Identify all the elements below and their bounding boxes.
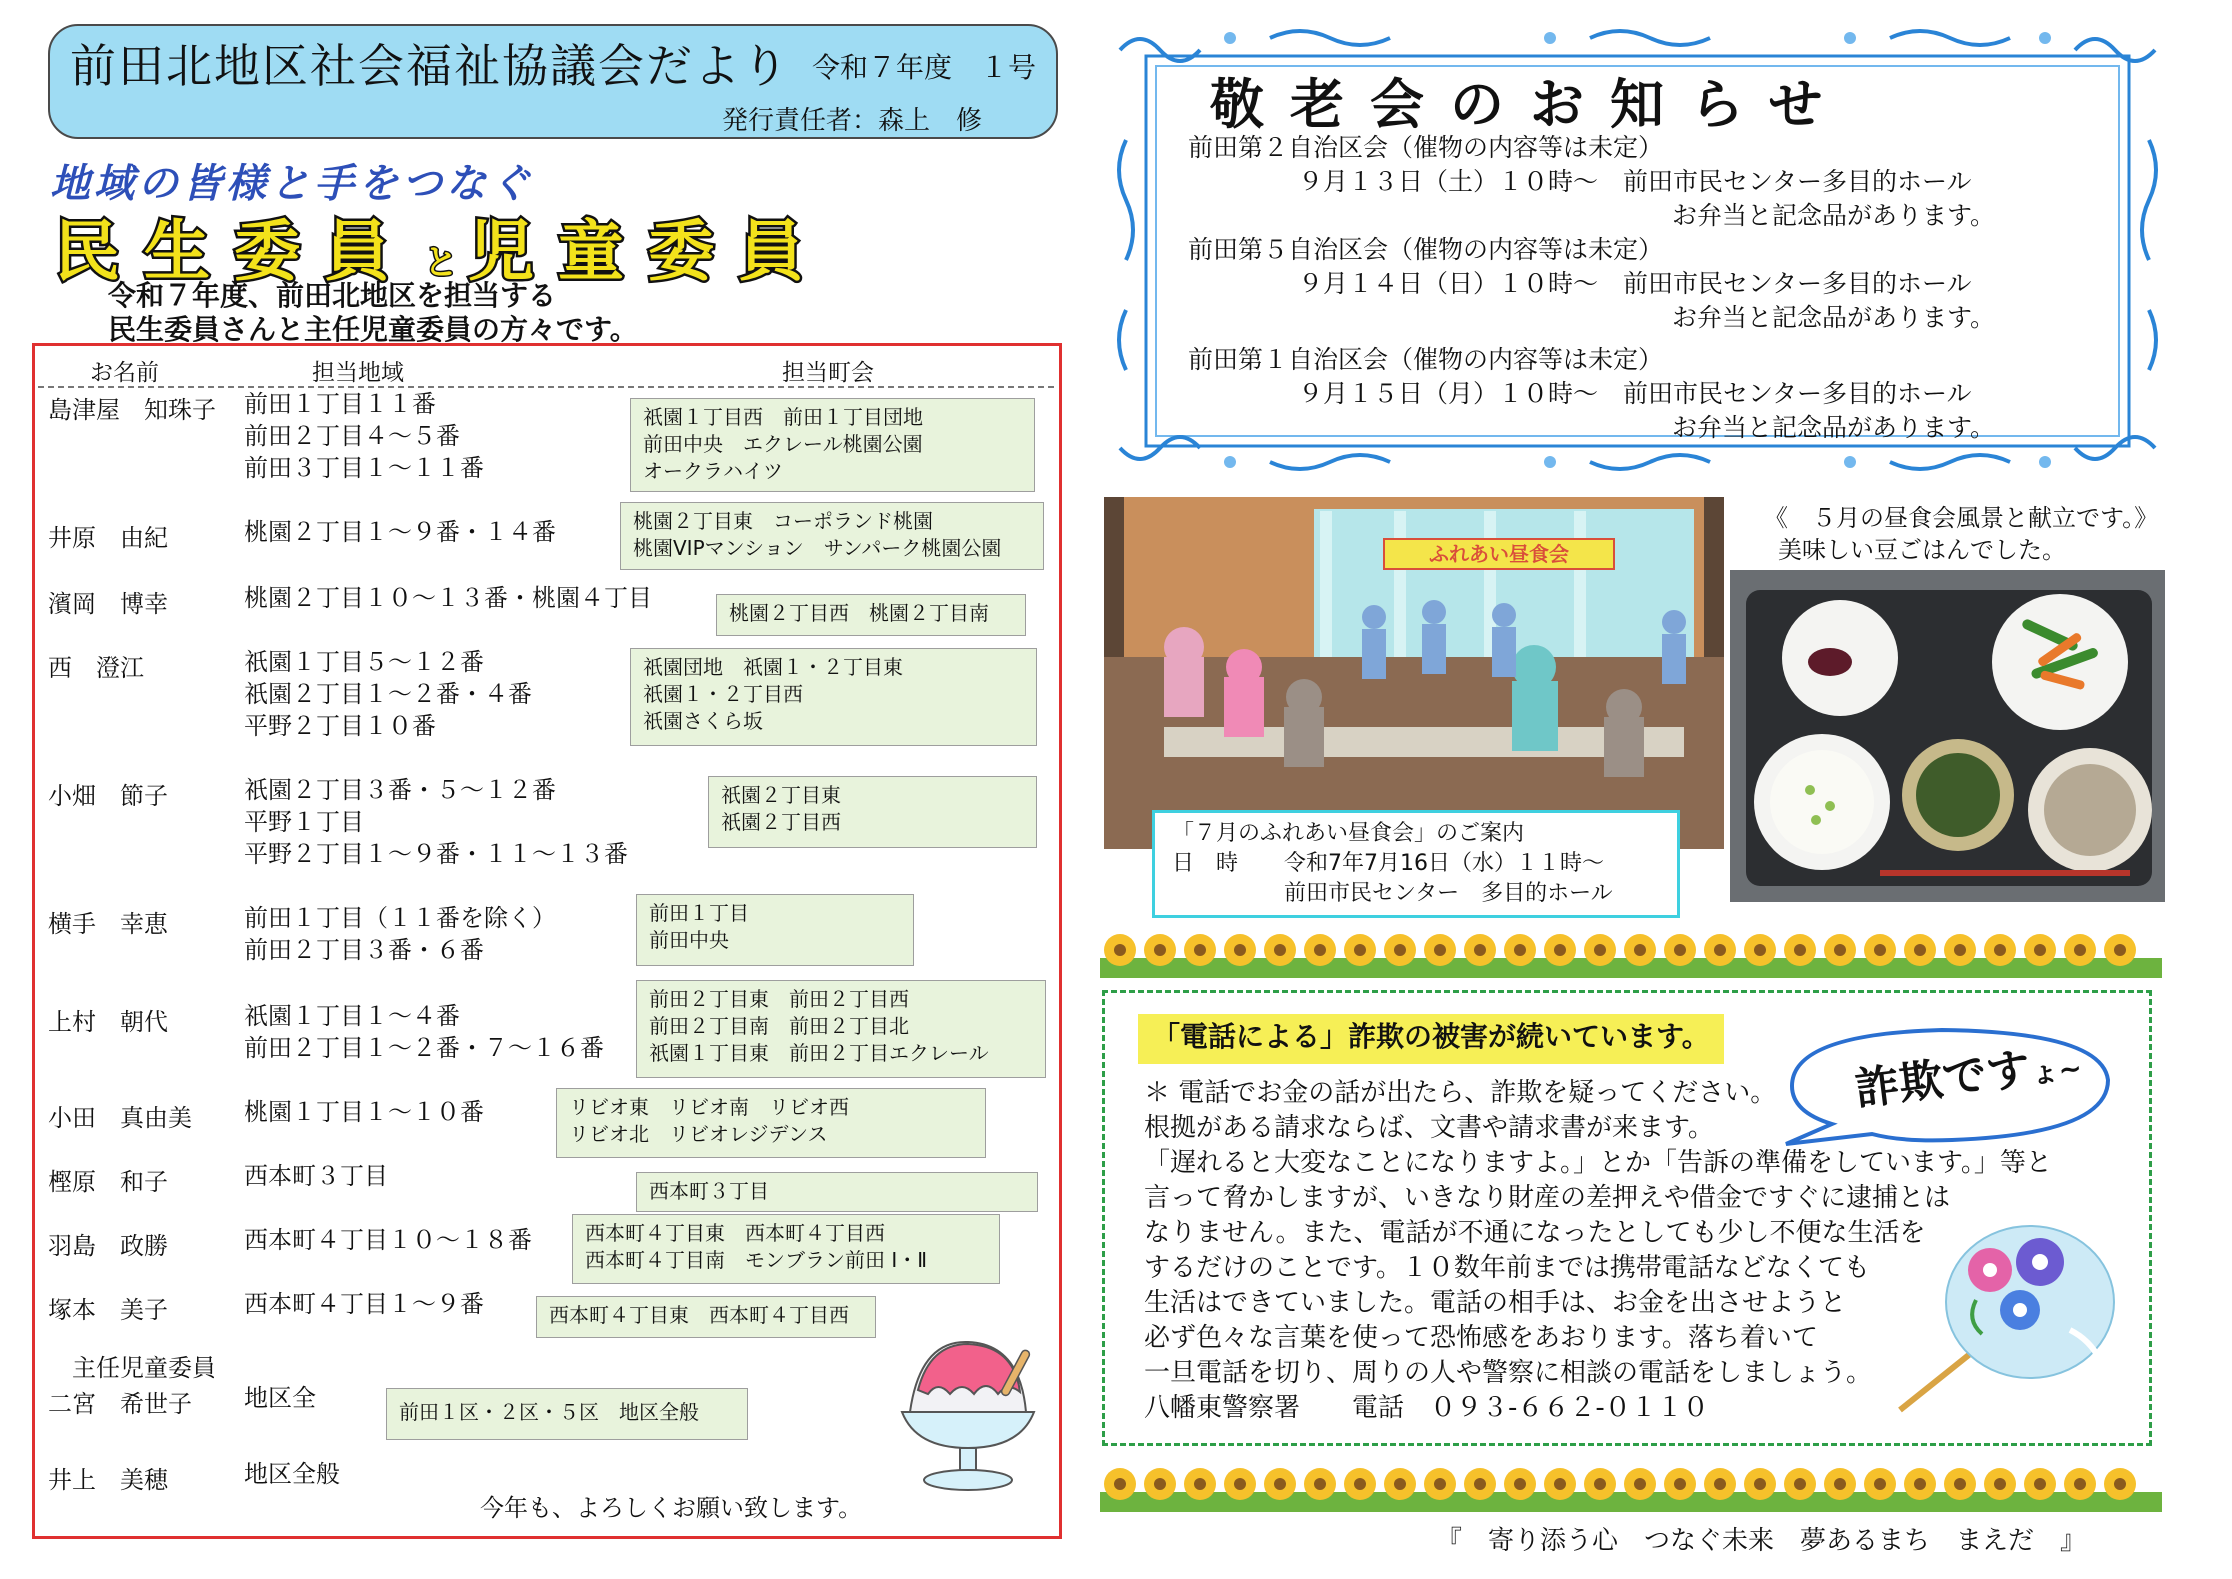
town-line: オークラハイツ bbox=[643, 459, 783, 483]
town-line: 西本町３丁目 bbox=[649, 1179, 769, 1203]
member-name: 島津屋 知珠子 bbox=[48, 396, 216, 424]
area-line: 祇園１丁目５～１２番 bbox=[244, 648, 484, 676]
fraud-line: ＊ 電話でお金の話が出たら、詐欺を疑ってください。 bbox=[1144, 1078, 1777, 1108]
closing-message: 今年も、よろしくお願い致します。 bbox=[480, 1494, 863, 1522]
meal-photo bbox=[1730, 570, 2165, 902]
event-group: 前田第５自治区会（催物の内容等は未定） bbox=[1188, 235, 1664, 264]
event-note: お弁当と記念品があります。 bbox=[1672, 303, 1996, 332]
member-name: 小田 真由美 bbox=[48, 1104, 192, 1132]
publisher: 発行責任者：森上 修 bbox=[722, 106, 983, 136]
town-line: 桃園２丁目西 桃園２丁目南 bbox=[729, 601, 989, 625]
town-line: 祇園団地 祇園１・２丁目東 bbox=[643, 655, 903, 679]
member-area bbox=[244, 774, 628, 870]
town-line: リビオ東 リビオ南 リビオ西 bbox=[569, 1095, 849, 1119]
area-line: 前田２丁目３番・６番 bbox=[244, 936, 484, 964]
member-area bbox=[244, 902, 556, 966]
banner-text: ふれあい昼食会 bbox=[1429, 542, 1569, 566]
member-name: 樫原 和子 bbox=[48, 1168, 168, 1196]
header-divider bbox=[38, 386, 1054, 388]
area-line: 前田１丁目１１番 bbox=[244, 390, 436, 418]
member-name: 上村 朝代 bbox=[48, 1008, 168, 1036]
town-box bbox=[716, 594, 1026, 636]
fraud-line: するだけのことです。１０数年前までは携帯電話などなくても bbox=[1144, 1253, 1870, 1283]
area-line: 祇園１丁目１～４番 bbox=[244, 1002, 460, 1030]
town-line: 祇園２丁目西 bbox=[721, 810, 841, 834]
police-contact: 八幡東警察署 電話 ０９３-６６２-０１１０ bbox=[1144, 1393, 1709, 1423]
member-area bbox=[244, 1160, 388, 1192]
area-line: 前田２丁目１～２番・７～１６番 bbox=[244, 1034, 604, 1062]
column-header-town: 担当町会 bbox=[782, 360, 874, 386]
town-line: 西本町４丁目東 西本町４丁目西 bbox=[585, 1221, 885, 1245]
issue-number: 令和７年度 １号 bbox=[812, 51, 1037, 84]
town-line: 西本町４丁目南 モンブラン前田 Ⅰ・Ⅱ bbox=[585, 1248, 928, 1272]
event-when: ９月１５日（月）１０時～ 前田市民センター多目的ホール bbox=[1298, 379, 1972, 408]
intro-line-2: 民生委員さんと主任児童委員の方々です。 bbox=[108, 313, 638, 346]
area-line: 祇園２丁目３番・５～１２番 bbox=[244, 776, 556, 804]
town-box bbox=[536, 1296, 876, 1338]
member-area bbox=[244, 516, 556, 548]
chief-name: 二宮 希世子 bbox=[48, 1390, 192, 1418]
area-line: 平野２丁目１～９番・１１～１３番 bbox=[244, 840, 628, 868]
member-area bbox=[244, 1224, 532, 1256]
area-line: 西本町３丁目 bbox=[244, 1162, 388, 1190]
fraud-line: 生活はできていました。電話の相手は、お金を出させようと bbox=[1144, 1288, 1847, 1318]
town-box bbox=[386, 1388, 748, 1440]
town-line: 祇園１丁目西 前田１丁目団地 bbox=[643, 405, 923, 429]
area-line: 西本町４丁目１～９番 bbox=[244, 1290, 484, 1318]
member-name: 小畑 節子 bbox=[48, 782, 168, 810]
uchiwa-fan-illustration bbox=[1880, 1210, 2120, 1430]
member-area bbox=[244, 1288, 484, 1320]
event-note: お弁当と記念品があります。 bbox=[1672, 413, 1996, 442]
committee-title bbox=[52, 198, 830, 290]
area-line: 桃園２丁目１～９番・１４番 bbox=[244, 518, 556, 546]
town-box bbox=[630, 648, 1037, 746]
chief-area: 地区全般 bbox=[244, 1460, 340, 1488]
town-box bbox=[636, 894, 914, 966]
event-group: 前田第２自治区会（催物の内容等は未定） bbox=[1188, 133, 1664, 162]
fraud-line: なりません。また、電話が不通になったとしても少し不便な生活を bbox=[1144, 1218, 1926, 1248]
town-line: 桃園２丁目東 コーポランド桃園 bbox=[633, 509, 933, 533]
town-line: 前田２丁目東 前田２丁目西 bbox=[649, 987, 909, 1011]
town-line: 前田中央 bbox=[649, 928, 729, 952]
town-box bbox=[708, 776, 1037, 848]
area-line: 桃園２丁目１０～１３番・桃園４丁目 bbox=[244, 584, 652, 612]
intro-line-1: 令和７年度、前田北地区を担当する bbox=[108, 279, 557, 312]
title-part-1: 民生委員 bbox=[54, 213, 414, 290]
community-slogan: 『 寄り添う心 つなぐ未来 夢あるまち まえだ 』 bbox=[1436, 1526, 2087, 1556]
member-name: 羽島 政勝 bbox=[48, 1232, 168, 1260]
area-line: 桃園１丁目１～１０番 bbox=[244, 1098, 484, 1126]
town-line: 祇園さくら坂 bbox=[643, 709, 763, 733]
bubble-main: 詐欺です bbox=[1852, 1043, 2034, 1116]
town-box bbox=[636, 1172, 1038, 1212]
town-line: 前田中央 エクレール桃園公園 bbox=[643, 432, 923, 456]
fraud-line: 一旦電話を切り、周りの人や警察に相談の電話をしましょう。 bbox=[1144, 1358, 1873, 1388]
notice-where: 前田市民センター 多目的ホール bbox=[1284, 881, 1613, 906]
area-line: 前田２丁目４～５番 bbox=[244, 422, 460, 450]
bubble-tail: ょ~ bbox=[2028, 1051, 2084, 1091]
notice-when: 令和7年7月16日（水）１１時～ bbox=[1284, 851, 1604, 876]
town-line: 祇園２丁目東 bbox=[721, 783, 841, 807]
lunch-event-photo bbox=[1104, 497, 1724, 849]
notice-when-label: 日 時 bbox=[1172, 851, 1239, 876]
town-box bbox=[620, 502, 1044, 570]
member-area bbox=[244, 388, 484, 484]
column-header-area: 担当地域 bbox=[312, 360, 404, 386]
chief-area: 地区全 bbox=[244, 1384, 316, 1412]
town-line: 祇園１・２丁目西 bbox=[643, 682, 803, 706]
town-line: 祇園１丁目東 前田２丁目エクレール bbox=[649, 1041, 989, 1065]
area-line: 前田１丁目（１１番を除く） bbox=[244, 904, 556, 932]
town-line: 前田１丁目 bbox=[649, 901, 749, 925]
town-line: 前田２丁目南 前田２丁目北 bbox=[649, 1014, 909, 1038]
committee-tagline: 地域の皆様と手をつなぐ bbox=[50, 161, 534, 207]
town-box bbox=[636, 980, 1046, 1078]
member-area bbox=[244, 582, 652, 614]
fraud-line: 根拠がある請求ならば、文書や請求書が来ます。 bbox=[1144, 1113, 1714, 1143]
town-line: 前田１区・２区・５区 地区全般 bbox=[399, 1400, 699, 1424]
fraud-heading: 「電話による」詐欺の被害が続いています。 bbox=[1138, 1014, 1724, 1064]
fraud-line: 言って脅かしますが、いきなり財産の差押えや借金ですぐに逮捕とは bbox=[1144, 1183, 1951, 1213]
event-when: ９月１３日（土）１０時～ 前田市民センター多目的ホール bbox=[1298, 167, 1972, 196]
sunflower-border-bottom bbox=[1100, 1462, 2162, 1512]
member-name: 井原 由紀 bbox=[48, 524, 168, 552]
member-name: 濱岡 博幸 bbox=[48, 590, 168, 618]
event-note: お弁当と記念品があります。 bbox=[1672, 201, 1996, 230]
town-line: 桃園VIPマンション サンパーク桃園公園 bbox=[633, 536, 1002, 560]
keiro-title: 敬老会のお知らせ bbox=[1210, 73, 1849, 136]
chief-heading: 主任児童委員 bbox=[72, 1354, 216, 1382]
sunflower-border-top bbox=[1100, 928, 2162, 978]
chief-name: 井上 美穂 bbox=[48, 1466, 168, 1494]
shaved-ice-illustration bbox=[880, 1320, 1050, 1500]
town-box bbox=[556, 1088, 986, 1158]
meal-caption-sub: 美味しい豆ごはんでした。 bbox=[1778, 536, 2066, 564]
title-joiner: と bbox=[424, 243, 458, 283]
fraud-line: 「遅れると大変なことになりますよ。」とか「告訴の準備をしています。」等と bbox=[1144, 1148, 2052, 1178]
newsletter-title: 前田北地区社会福祉協議会だより bbox=[70, 39, 790, 93]
area-line: 前田３丁目１～１１番 bbox=[244, 454, 484, 482]
town-box bbox=[630, 398, 1035, 492]
title-part-2: 児童委員 bbox=[468, 213, 828, 290]
member-area bbox=[244, 1096, 484, 1128]
member-area bbox=[244, 646, 532, 742]
area-line: 平野２丁目１０番 bbox=[244, 712, 436, 740]
member-name: 塚本 美子 bbox=[48, 1296, 168, 1324]
notice-title: 「７月のふれあい昼食会」のご案内 bbox=[1172, 821, 1525, 846]
town-box bbox=[572, 1214, 1000, 1284]
fraud-line: 必ず色々な言葉を使って恐怖感をあおります。落ち着いて bbox=[1144, 1323, 1818, 1353]
area-line: 平野１丁目 bbox=[244, 808, 364, 836]
column-header-name: お名前 bbox=[90, 360, 159, 386]
town-line: 西本町４丁目東 西本町４丁目西 bbox=[549, 1303, 849, 1327]
member-name: 横手 幸恵 bbox=[48, 910, 168, 938]
area-line: 祇園２丁目１～２番・４番 bbox=[244, 680, 532, 708]
meal-caption: 《 ５月の昼食会風景と献立です。》 bbox=[1764, 504, 2159, 532]
town-line: リビオ北 リビオレジデンス bbox=[569, 1122, 828, 1146]
member-area bbox=[244, 1000, 604, 1064]
area-line: 西本町４丁目１０～１８番 bbox=[244, 1226, 532, 1254]
event-when: ９月１４日（日）１０時～ 前田市民センター多目的ホール bbox=[1298, 269, 1972, 298]
event-group: 前田第１自治区会（催物の内容等は未定） bbox=[1188, 345, 1664, 374]
member-name: 西 澄江 bbox=[48, 654, 144, 682]
